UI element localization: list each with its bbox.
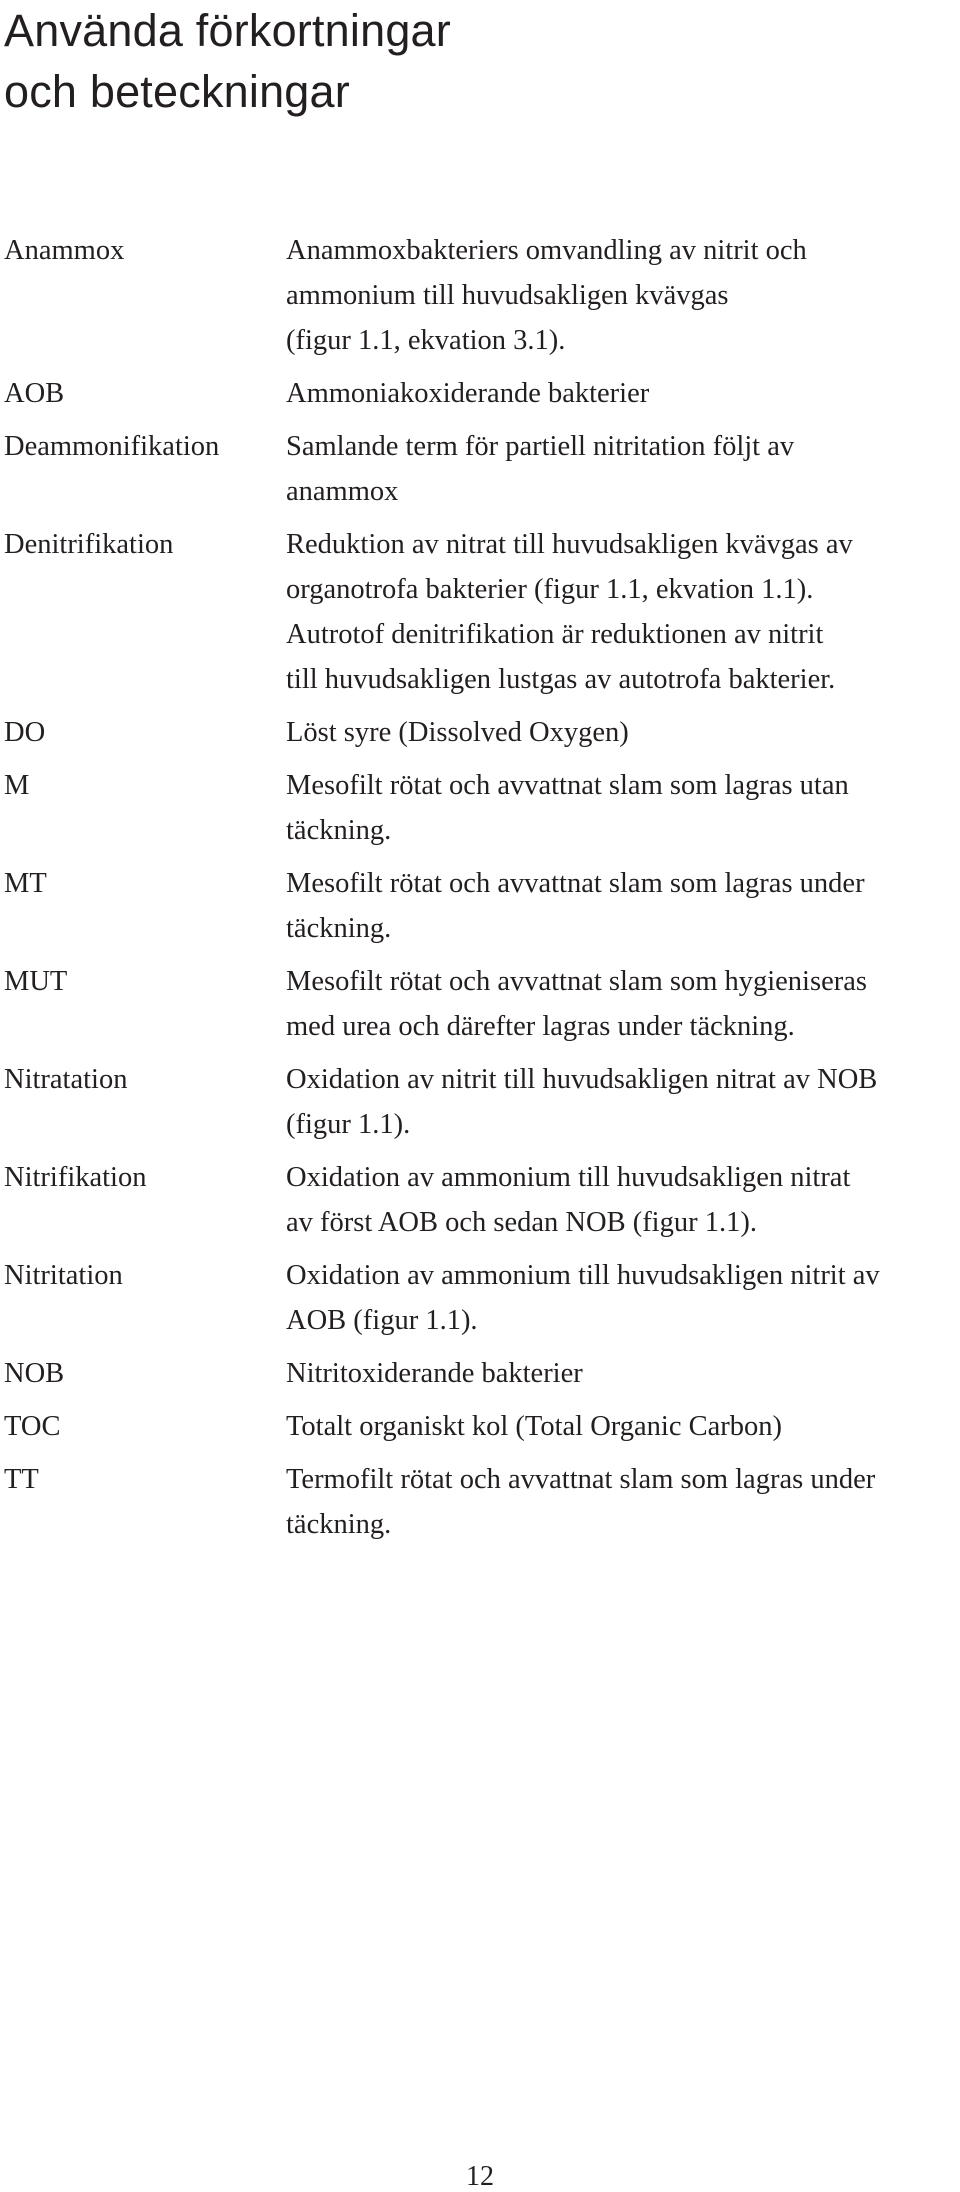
page-title (4, 0, 944, 122)
definition-line: täckning. (286, 1509, 392, 1540)
definition-line: Löst syre (Dissolved Oxygen) (286, 717, 629, 748)
abbreviation-row (4, 710, 960, 755)
definition-line: (figur 1.1, ekvation 3.1). (286, 325, 566, 356)
abbreviation-definition (286, 959, 960, 1049)
definition-line: Oxidation av nitrit till huvudsakligen nitrat av NOB (286, 1064, 878, 1095)
abbreviation-definition (286, 1404, 960, 1449)
abbreviation-definition (286, 1253, 960, 1343)
abbreviation-definition (286, 1057, 960, 1147)
abbreviation-term: NOB (4, 1358, 65, 1389)
abbreviation-row (4, 1404, 960, 1449)
page-title-line-2: och beteckningar (4, 66, 350, 117)
abbreviation-list (4, 228, 960, 1555)
definition-line: Mesofilt rötat och avvattnat slam som hygieniseras (286, 966, 867, 997)
definition-line: Anammoxbakteriers omvandling av nitrit och (286, 235, 807, 266)
definition-line: täckning. (286, 913, 392, 944)
definition-line: Totalt organiskt kol (Total Organic Carbon) (286, 1411, 782, 1442)
abbreviation-definition (286, 1155, 960, 1245)
abbreviation-definition (286, 424, 960, 514)
definition-line: Autrotof denitrifikation är reduktionen av nitrit (286, 619, 824, 650)
abbreviation-term: M (4, 770, 30, 801)
abbreviation-term: Anammox (4, 235, 125, 266)
abbreviation-row (4, 1253, 960, 1343)
abbreviation-definition (286, 228, 960, 363)
definition-line: av först AOB och sedan NOB (figur 1.1). (286, 1207, 757, 1238)
definition-line: Oxidation av ammonium till huvudsakligen nitrat (286, 1162, 851, 1193)
definition-line: organotrofa bakterier (figur 1.1, ekvation 1.1). (286, 574, 814, 605)
abbreviation-term: Nitratation (4, 1064, 128, 1095)
definition-line: täckning. (286, 815, 392, 846)
abbreviation-definition (286, 1457, 960, 1547)
abbreviation-term: Deammonifikation (4, 431, 220, 462)
abbreviation-row (4, 371, 960, 416)
abbreviation-term: Denitrifikation (4, 529, 174, 560)
abbreviation-row (4, 424, 960, 514)
abbreviation-definition (286, 710, 960, 755)
page-number: 12 (466, 2161, 494, 2192)
abbreviation-term: Nitritation (4, 1260, 123, 1291)
abbreviation-row (4, 1057, 960, 1147)
definition-line: Mesofilt rötat och avvattnat slam som lagras under (286, 868, 865, 899)
abbreviation-term: TT (4, 1464, 39, 1495)
abbreviation-definition (286, 522, 960, 702)
definition-line: Oxidation av ammonium till huvudsakligen nitrit av (286, 1260, 880, 1291)
definition-line: Mesofilt rötat och avvattnat slam som lagras utan (286, 770, 849, 801)
abbreviation-term: Nitrifikation (4, 1162, 147, 1193)
definition-line: (figur 1.1). (286, 1109, 411, 1140)
abbreviation-row (4, 1155, 960, 1245)
page-title-line-1: Använda förkortningar (4, 5, 451, 56)
abbreviation-definition (286, 763, 960, 853)
abbreviation-row (4, 228, 960, 363)
definition-line: med urea och därefter lagras under täckning. (286, 1011, 795, 1042)
definition-line: ammonium till huvudsakligen kvävgas (286, 280, 729, 311)
abbreviation-row (4, 861, 960, 951)
abbreviation-term: AOB (4, 378, 65, 409)
definition-line: AOB (figur 1.1). (286, 1305, 478, 1336)
definition-line: Termofilt rötat och avvattnat slam som lagras under (286, 1464, 876, 1495)
abbreviation-definition (286, 1351, 960, 1396)
abbreviation-row (4, 959, 960, 1049)
abbreviation-row (4, 763, 960, 853)
definition-line: till huvudsakligen lustgas av autotrofa bakterier. (286, 664, 836, 695)
abbreviation-term: MUT (4, 966, 68, 997)
abbreviation-row (4, 1457, 960, 1547)
definition-line: Nitritoxiderande bakterier (286, 1358, 583, 1389)
abbreviation-term: TOC (4, 1411, 61, 1442)
abbreviation-row (4, 1351, 960, 1396)
abbreviation-row (4, 522, 960, 702)
abbreviation-definition (286, 371, 960, 416)
abbreviation-definition (286, 861, 960, 951)
abbreviation-term: MT (4, 868, 47, 899)
abbreviation-term: DO (4, 717, 46, 748)
definition-line: Ammoniakoxiderande bakterier (286, 378, 650, 409)
definition-line: anammox (286, 476, 399, 507)
definition-line: Reduktion av nitrat till huvudsakligen kvävgas av (286, 529, 853, 560)
definition-line: Samlande term för partiell nitritation följt av (286, 431, 795, 462)
